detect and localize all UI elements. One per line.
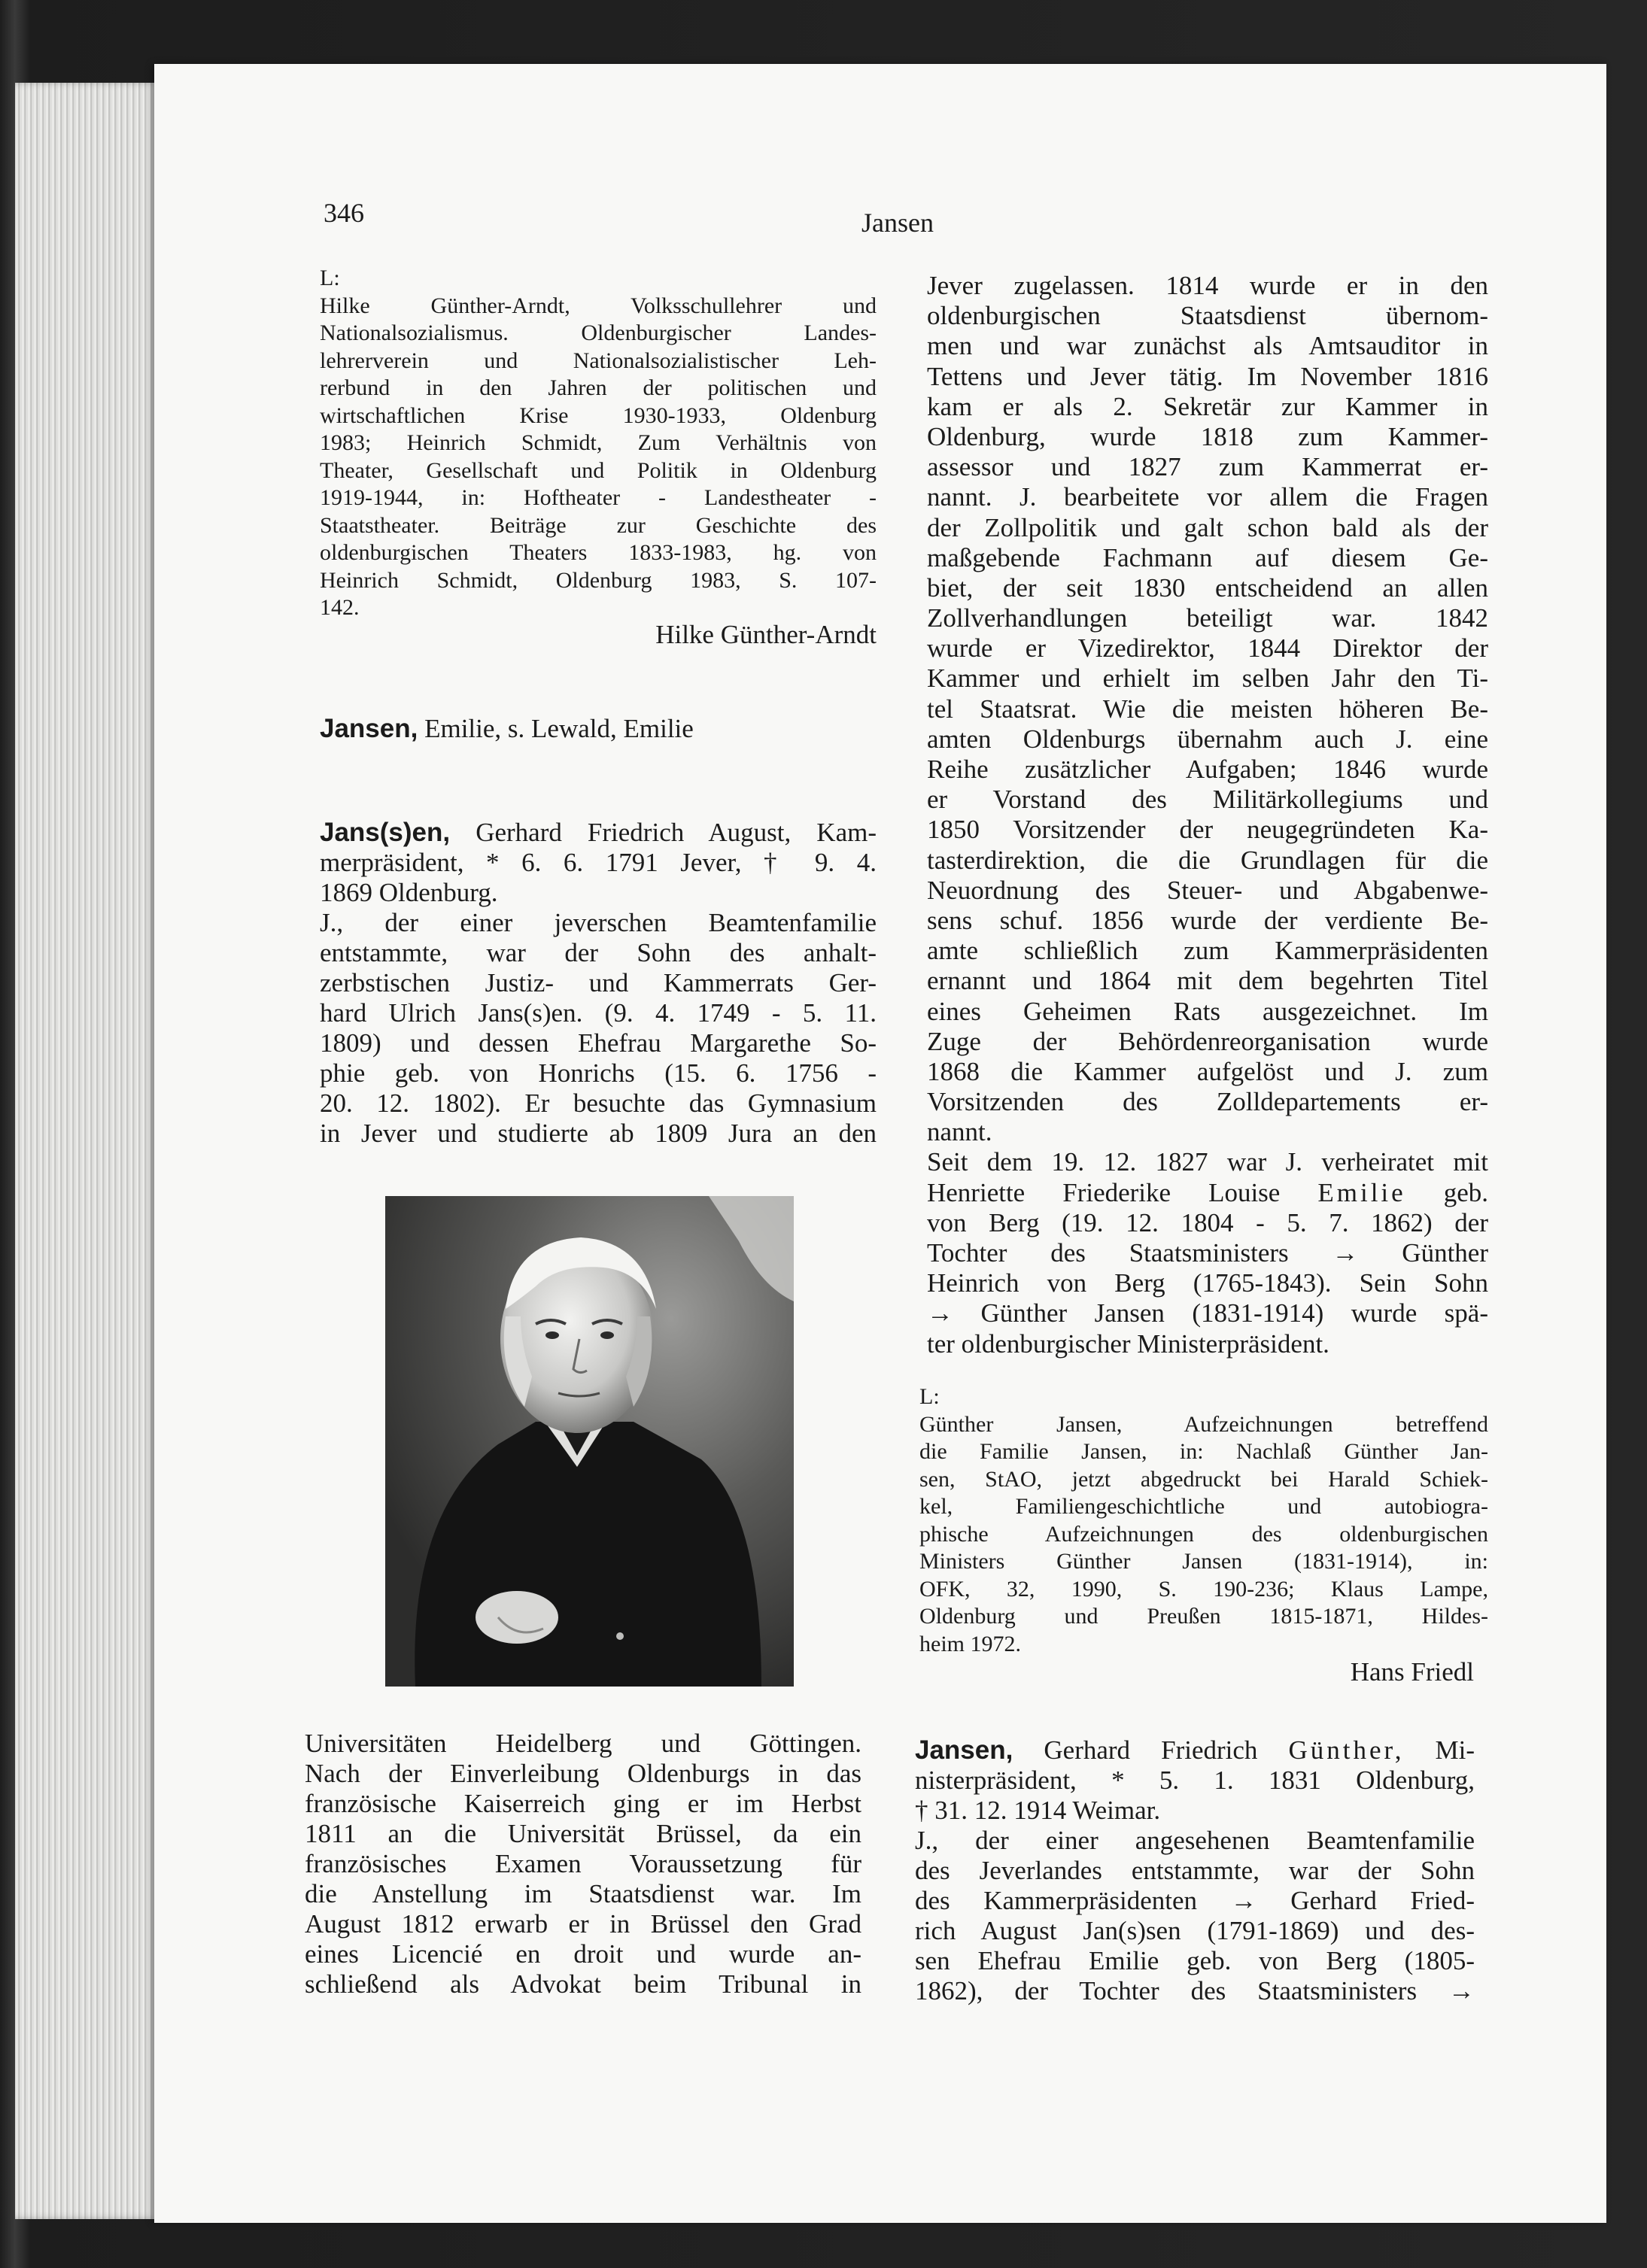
lit-line: Hilke Günther-Arndt, Volksschullehrer und <box>320 293 877 318</box>
entry-head-line: merpräsident, * 6. 6. 1791 Jever, † 9. 4. <box>320 848 877 877</box>
entry-head-line: 1869 Oldenburg. <box>320 878 498 907</box>
author-signature: Hilke Günther-Arndt <box>655 620 877 649</box>
body-line: Oldenburg, wurde 1818 zum Kammer- <box>927 421 1488 451</box>
lit-line: rerbund in den Jahren der politischen und <box>320 375 877 400</box>
body-line: biet, der seit 1830 entscheidend an allen <box>927 572 1488 603</box>
body-line: in Jever und studierte ab 1809 Jura an den <box>320 1119 877 1148</box>
body-line: hard Ulrich Jans(s)en. (9. 4. 1749 - 5. 11. <box>320 998 877 1028</box>
lit-line: Theater, Gesellschaft und Politik in Oldenburg <box>320 457 877 483</box>
body-line: Kammer und erhielt im selben Jahr den Ti- <box>927 663 1488 694</box>
lit-line: 1919-1944, in: Hoftheater - Landestheater - <box>320 485 877 510</box>
body-line: 1850 Vorsitzender der neugegründeten Ka- <box>927 815 1488 845</box>
entry-head-text: Mi- <box>1435 1735 1475 1765</box>
marriage-text: Henriette Friederike Louise <box>927 1177 1281 1207</box>
lit-line: OFK, 32, 1990, S. 190-236; Klaus Lampe, <box>919 1576 1488 1602</box>
lit-line: 1983; Heinrich Schmidt, Zum Verhältnis von <box>320 430 877 455</box>
body-line: die Anstellung im Staatsdienst war. Im <box>305 1879 861 1908</box>
right-body <box>927 271 1488 1359</box>
body-line: Zollverhandlungen beteiligt war. 1842 <box>927 603 1488 633</box>
lit-line-last: 142. <box>320 595 360 620</box>
body-line: er Vorstand des Militärkollegiums und <box>927 785 1488 815</box>
body-line: Universitäten Heidelberg und Göttingen. <box>305 1729 861 1758</box>
entry-gerhard-head <box>320 818 877 908</box>
lit-line: die Familie Jansen, in: Nachlaß Günther Jan- <box>919 1439 1488 1464</box>
body-line: wurde er Vizedirektor, 1844 Direktor der <box>927 633 1488 663</box>
lit-line: Oldenburg und Preußen 1815-1871, Hildes- <box>919 1604 1488 1629</box>
body-line: eines Licencié en droit und wurde an- <box>305 1939 861 1969</box>
body-line: kam er als 2. Sekretär zur Kammer in <box>927 391 1488 421</box>
marriage-line: Seit dem 19. 12. 1827 war J. verheiratet mit <box>927 1147 1488 1177</box>
body-line: sen Ehefrau Emilie geb. von Berg (1805- <box>915 1946 1475 1975</box>
entry-head-line <box>915 1735 1475 1766</box>
body-line: amte schließlich zum Kammerpräsidenten <box>927 936 1488 966</box>
body-line: Nach der Einverleibung Oldenburgs in das <box>305 1759 861 1788</box>
body-line: französisches Examen Voraussetzung für <box>305 1849 861 1878</box>
marriage-line-last: ter oldenburgischer Ministerpräsident. <box>927 1328 1329 1359</box>
lit-line: phische Aufzeichnungen des oldenburgischen <box>919 1521 1488 1547</box>
body-line: 20. 12. 1802). Er besuchte das Gymnasium <box>320 1088 877 1118</box>
body-line: eines Geheimen Rats ausgezeichnet. Im <box>927 996 1488 1026</box>
marriage-spaced-name: Emilie <box>1317 1177 1406 1207</box>
body-line: oldenburgischen Staatsdienst übernom- <box>927 301 1488 331</box>
entry-guenther-head <box>915 1735 1475 2006</box>
lit-label: L: <box>919 1384 940 1409</box>
entry-head-text: Gerhard Friedrich <box>1044 1735 1258 1765</box>
body-line: ernannt und 1864 mit dem begehrten Titel <box>927 966 1488 996</box>
lit-line: wirtschaftlichen Krise 1930-1933, Oldenburg <box>320 402 877 428</box>
portrait-photo <box>385 1196 794 1687</box>
body-line: entstammte, war der Sohn des anhalt- <box>320 938 877 967</box>
author-signature: Hans Friedl <box>1350 1657 1474 1687</box>
lit-line: Heinrich Schmidt, Oldenburg 1983, S. 107- <box>320 567 877 593</box>
right-literature <box>919 1383 1488 1658</box>
entry-head-line: † 31. 12. 1914 Weimar. <box>915 1796 1161 1825</box>
body-line: men und war zunächst als Amtsauditor in <box>927 331 1488 361</box>
lit-line: oldenburgischen Theaters 1833-1983, hg. von <box>320 540 877 565</box>
body-line: der Zollpolitik und galt schon bald als der <box>927 512 1488 542</box>
portrait-illustration <box>385 1196 794 1687</box>
body-line: 1862), der Tochter des Staatsministers → <box>915 1976 1475 2005</box>
body-line: Zuge der Behördenreorganisation wurde <box>927 1026 1488 1056</box>
page-number: 346 <box>324 198 364 228</box>
body-line: Tettens und Jever tätig. Im November 1816 <box>927 361 1488 391</box>
entry-emilie <box>320 714 877 744</box>
body-line: phie geb. von Honrichs (15. 6. 1756 - <box>320 1058 877 1088</box>
lit-label: L: <box>320 266 340 290</box>
body-line: Vorsitzenden des Zolldepartements er- <box>927 1087 1488 1117</box>
entry-name: Jansen, <box>915 1735 1013 1765</box>
body-line: Jever zugelassen. 1814 wurde er in den <box>927 271 1488 300</box>
body-line: französische Kaiserreich ging er im Herbst <box>305 1789 861 1818</box>
body-line: rich August Jan(s)sen (1791-1869) und des- <box>915 1916 1475 1945</box>
lit-line-last: heim 1972. <box>919 1631 1021 1656</box>
entry-gerhard-body <box>320 908 877 1149</box>
entry-name: Jansen, <box>320 714 418 743</box>
left-literature <box>320 265 877 622</box>
body-line: J., der einer jeverschen Beamtenfamilie <box>320 908 877 937</box>
entry-gerhard-body-cont <box>305 1729 861 1999</box>
body-line: 1809) und dessen Ehefrau Margarethe So- <box>320 1028 877 1058</box>
marriage-line: Tochter des Staatsministers → Günther <box>927 1238 1488 1268</box>
lit-line: Staatstheater. Beiträge zur Geschichte des <box>320 512 877 538</box>
body-line-last: nannt. <box>927 1117 992 1147</box>
lit-line: sen, StAO, jetzt abgedruckt bei Harald Schiek- <box>919 1466 1488 1492</box>
body-line: sens schuf. 1856 wurde der verdiente Be- <box>927 905 1488 935</box>
entry-head-text: Gerhard Friedrich August, Kam- <box>476 818 877 847</box>
body-line: maßgebende Fachmann auf diesem Ge- <box>927 542 1488 572</box>
marriage-line: von Berg (19. 12. 1804 - 5. 7. 1862) der <box>927 1207 1488 1237</box>
body-line: des Kammerpräsidenten → Gerhard Fried- <box>915 1886 1475 1915</box>
body-line: Neuordnung des Steuer- und Abgabenwe- <box>927 875 1488 905</box>
lit-line: kel, Familiengeschichtliche und autobiogra- <box>919 1494 1488 1519</box>
entry-text: Emilie, s. Lewald, Emilie <box>424 714 694 743</box>
body-line: August 1812 erwarb er in Brüssel den Grad <box>305 1909 861 1939</box>
entry-name: Jans(s)en, <box>320 818 451 847</box>
lit-line: Ministers Günther Jansen (1831-1914), in: <box>919 1549 1488 1574</box>
body-line: nannt. J. bearbeitete vor allem die Fragen <box>927 482 1488 512</box>
body-line: Reihe zusätzlicher Aufgaben; 1846 wurde <box>927 754 1488 784</box>
marriage-text: geb. <box>1443 1177 1489 1207</box>
body-line: schließend als Advokat beim Tribunal in <box>305 1969 861 1999</box>
body-line: assessor und 1827 zum Kammerrat er- <box>927 452 1488 482</box>
running-head: Jansen <box>861 208 934 238</box>
entry-spaced-name: Günther, <box>1288 1735 1405 1765</box>
body-line: amten Oldenburgs übernahm auch J. eine <box>927 724 1488 754</box>
lit-line: Nationalsozialismus. Oldenburgischer Landes- <box>320 320 877 345</box>
marriage-line <box>927 1178 1488 1208</box>
body-line: 1811 an die Universität Brüssel, da ein <box>305 1819 861 1848</box>
entry-head-line <box>320 818 877 848</box>
body-line: tasterdirektion, die die Grundlagen für die <box>927 845 1488 875</box>
body-line: J., der einer angesehenen Beamtenfamilie <box>915 1826 1475 1855</box>
body-line: 1868 die Kammer aufgelöst und J. zum <box>927 1056 1488 1086</box>
body-line: tel Staatsrat. Wie die meisten höheren Be- <box>927 694 1488 724</box>
lit-line: Günther Jansen, Aufzeichnungen betreffend <box>919 1411 1488 1437</box>
entry-head-line: nisterpräsident, * 5. 1. 1831 Oldenburg, <box>915 1766 1475 1795</box>
marriage-line: → Günther Jansen (1831-1914) wurde spä- <box>927 1298 1488 1328</box>
marriage-line: Heinrich von Berg (1765-1843). Sein Sohn <box>927 1268 1488 1298</box>
book-page-edges <box>15 83 158 2219</box>
lit-line: lehrerverein und Nationalsozialistischer Leh- <box>320 348 877 373</box>
body-line: zerbstischen Justiz- und Kammerrats Ger- <box>320 968 877 997</box>
body-line: des Jeverlandes entstammte, war der Sohn <box>915 1856 1475 1885</box>
